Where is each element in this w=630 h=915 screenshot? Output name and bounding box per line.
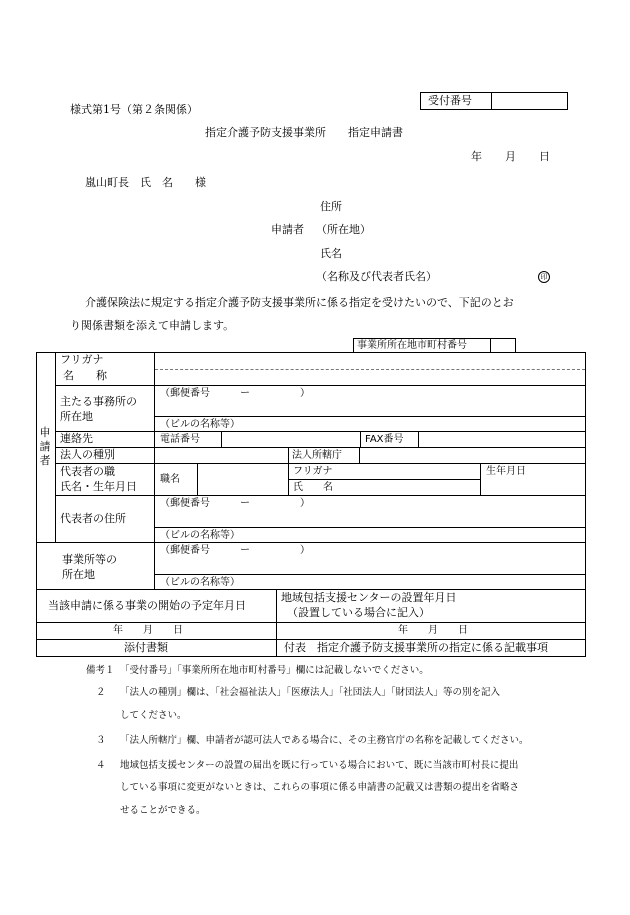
form-number: 様式第1号（第２条関係） bbox=[70, 103, 198, 116]
row-line bbox=[55, 495, 586, 496]
municipality-label: 事業所所在地市町村番号 bbox=[357, 340, 467, 351]
note-4-text-a: 地域包括支援センターの設置の届出を既に行っている場合において、既に当該市町村長に提出 bbox=[120, 760, 519, 771]
attachment-table-label: 付表 指定介護予防支援事業所の指定に係る記載事項 bbox=[284, 641, 548, 654]
row-line bbox=[55, 385, 586, 386]
cell-divider bbox=[276, 589, 277, 657]
note-3-number: ３ bbox=[96, 735, 106, 746]
page-title: 指定介護予防支援事業所 指定申請書 bbox=[205, 126, 403, 139]
body-line-2: り関係書類を添えて申請します。 bbox=[70, 319, 235, 332]
furigana-field[interactable] bbox=[156, 353, 584, 368]
date-month: 月 bbox=[505, 150, 516, 163]
start-date-label: 当該申請に係る事業の開始の予定年月日 bbox=[48, 599, 246, 612]
corp-type-field[interactable] bbox=[156, 448, 286, 462]
rep-address-building: （ビルの名称等） bbox=[160, 530, 240, 541]
office-location-postal: （郵便番号 ー ） bbox=[160, 545, 310, 556]
phone-label: 電話番号 bbox=[160, 434, 200, 445]
rep-title-label: 代表者の職 bbox=[60, 465, 115, 478]
row-line bbox=[36, 542, 586, 543]
corp-authority-field[interactable] bbox=[360, 448, 585, 462]
rep-title-label-2: 氏名・生年月日 bbox=[60, 480, 137, 493]
body-line-1: 介護保険法に規定する指定介護予防支援事業所に係る指定を受けたいので、下記のとお bbox=[85, 296, 514, 309]
corp-name-field[interactable] bbox=[156, 370, 584, 385]
note-1-number: 備考１ bbox=[86, 665, 115, 676]
addressee: 嵐山町長 氏 名 様 bbox=[85, 176, 206, 189]
seal-icon: 印 bbox=[538, 271, 550, 283]
contact-label: 連絡先 bbox=[60, 432, 93, 445]
reception-number-field[interactable] bbox=[492, 93, 567, 109]
note-4-number: ４ bbox=[96, 760, 106, 771]
applicant-label: 申請者 bbox=[271, 223, 304, 236]
phone-field[interactable] bbox=[222, 432, 359, 446]
rep-address-postal: （郵便番号 ー ） bbox=[160, 498, 310, 509]
center-date-ymd: 年 月 日 bbox=[398, 625, 468, 636]
center-date-note: （設置している場合に記入） bbox=[287, 606, 430, 619]
row-line bbox=[288, 479, 480, 480]
rep-name-label: 氏 名 bbox=[293, 482, 333, 493]
date-year: 年 bbox=[471, 150, 482, 163]
corp-name-label: 名 称 bbox=[63, 369, 107, 382]
note-2-text-a: 「法人の種別」欄は、「社会福祉法人」「医療法人」「社団法人」「財団法人」等の別を記入 bbox=[120, 687, 501, 698]
main-office-postal: （郵便番号 ー ） bbox=[160, 388, 310, 399]
row-line bbox=[154, 574, 586, 575]
fax-label: FAX番号 bbox=[365, 434, 404, 445]
rep-furigana-label: フリガナ bbox=[293, 466, 333, 477]
cell-divider bbox=[288, 447, 289, 463]
rep-name-label: （名称及び代表者氏名） bbox=[316, 270, 437, 283]
office-location-building: （ビルの名称等） bbox=[160, 577, 240, 588]
office-location-label: 事業所等の bbox=[62, 553, 117, 566]
rep-address-label: 代表者の住所 bbox=[60, 512, 126, 525]
municipality-divider bbox=[490, 338, 491, 353]
furigana-label: フリガナ bbox=[60, 353, 104, 366]
row-line bbox=[154, 527, 586, 528]
corp-type-label: 法人の種別 bbox=[60, 448, 115, 461]
location-label: （所在地） bbox=[316, 223, 371, 236]
start-date-ymd: 年 月 日 bbox=[113, 625, 183, 636]
corp-authority-label: 法人所轄庁 bbox=[292, 450, 342, 461]
fax-field[interactable] bbox=[419, 432, 585, 446]
main-office-label: 主たる事務所の bbox=[60, 395, 137, 408]
row-line bbox=[36, 622, 586, 623]
cell-divider bbox=[480, 463, 481, 495]
position-field[interactable] bbox=[198, 464, 286, 494]
note-2-number: ２ bbox=[96, 687, 106, 698]
row-line bbox=[36, 589, 586, 590]
office-location-label-2: 所在地 bbox=[62, 568, 95, 581]
note-4-text-c: せることができる。 bbox=[120, 805, 206, 816]
main-office-building: （ビルの名称等） bbox=[160, 419, 240, 430]
col-divider-labels bbox=[154, 352, 155, 589]
reception-label: 受付番号 bbox=[428, 94, 472, 107]
center-date-label: 地域包括支援センターの設置年月日 bbox=[281, 591, 457, 604]
position-label: 職名 bbox=[160, 474, 180, 485]
row-line bbox=[36, 639, 586, 640]
note-2-text-b: してください。 bbox=[120, 710, 187, 721]
attachments-label: 添付書類 bbox=[124, 641, 168, 654]
row-line bbox=[154, 416, 586, 417]
birth-label: 生年月日 bbox=[486, 466, 526, 477]
note-1-text: 「受付番号」「事業所所在地市町村番号」欄には記載しないでください。 bbox=[120, 665, 429, 676]
date-day: 日 bbox=[539, 150, 550, 163]
address-label: 住所 bbox=[320, 200, 342, 213]
note-3-text: 「法人所轄庁」欄、申請者が認可法人である場合に、その主務官庁の名称を記載してください。 bbox=[120, 735, 529, 746]
note-4-text-b: している事項に変更がないときは、これらの事項に係る申請書の記載又は書類の提出を省略さ bbox=[120, 782, 520, 793]
name-label: 氏名 bbox=[320, 247, 342, 260]
row-line bbox=[55, 463, 586, 464]
main-office-label-2: 所在地 bbox=[60, 410, 93, 423]
applicant-vertical-label: 申請者 bbox=[39, 426, 51, 467]
cell-divider bbox=[360, 431, 361, 447]
